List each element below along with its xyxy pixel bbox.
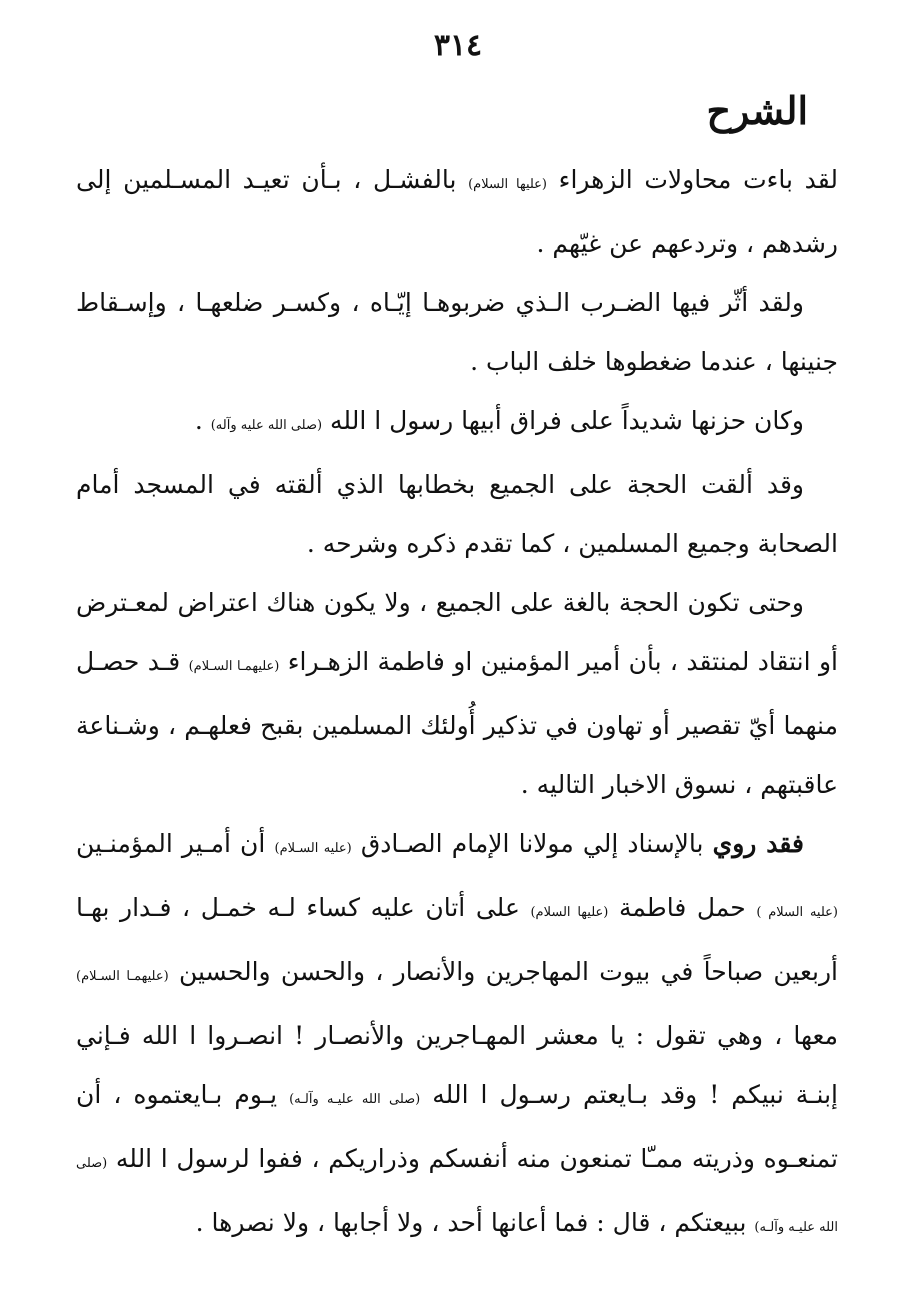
paragraph-text: قـد حصـل منهما أيّ تقصير أو تهاون في تذكير أُولئك المسلمين بقبح فعلهـم ، وشـناعة عاقبتهم ، نسوق الاخبار التاليه .: [76, 647, 838, 799]
paragraph-text: على أتان عليه كساء لـه خمـل ، فـدار بهـا أربعين صباحاً في بيوت المهاجرين والأنصار ، والحسن والحسين: [76, 893, 838, 986]
honorific-text: (صلى الله عليـه وآلـه): [76, 1156, 838, 1235]
honorific-text: (عليها السلام): [468, 177, 548, 192]
paragraph: [76, 573, 838, 814]
paragraph: [76, 273, 838, 391]
honorific-text: (عليه السلام ): [756, 905, 838, 920]
honorific-text: (عليهمـا السـلام): [76, 969, 169, 984]
paragraph-text: ببيعتكم ، قال : فما أعانها أحد ، ولا أجابها ، ولا نصرها .: [195, 1208, 755, 1237]
honorific-text: (صلى الله عليـه وآلـه): [289, 1092, 421, 1107]
paragraph-text: .: [194, 406, 211, 435]
honorific-text: (صلى الله عليه وآله): [210, 418, 323, 433]
paragraph-text: بالفشـل ، بـأن تعيـد المسـلمين إلى رشدهم ، وتردعهم عن غيّهم .: [76, 165, 838, 258]
paragraph: [76, 150, 838, 273]
honorific-text: (عليها السلام): [530, 905, 609, 920]
paragraph-text: وكان حزنها شديداً على فراق أبيها رسول ا الله: [322, 406, 804, 435]
paragraph-text: لقد باءت محاولات الزهراء: [547, 165, 838, 194]
paragraph-text: بالإسناد إلي مولانا الإمام الصـادق: [351, 829, 713, 858]
paragraph: [76, 455, 838, 573]
paragraph-text: أن أمـير المؤمنـين: [76, 829, 275, 858]
paragraph-text: حمل فاطمة: [608, 893, 757, 922]
section-heading: الشرح: [706, 88, 808, 133]
bold-lead-text: فقد روي: [712, 829, 804, 858]
page-number: ٣١٤: [433, 28, 483, 63]
paragraph-text: ولقد أثّر فيها الضـرب الـذي ضربوهـا إيّـاه ، وكسـر ضلعهـا ، وإسـقاط جنينها ، عندما ضغطوها خلف الباب .: [76, 288, 838, 376]
honorific-text: (عليه السـلام): [274, 841, 352, 856]
paragraph-text: وقد ألقت الحجة على الجميع بخطابها الذي ألقته في المسجد أمام الصحابة وجميع المسلمين ، كما تقدم ذكره وشرحه .: [76, 470, 838, 558]
body-text: [76, 150, 838, 1257]
paragraph: [76, 391, 838, 455]
paragraph-text: يـوم بـايعتموه ، أن تمنعـوه وذريته ممـّا تمنعون منه أنفسكم وذراريكم ، ففوا لرسول ا الله: [76, 1080, 838, 1173]
paragraph-text: وحتى تكون الحجة بالغة على الجميع ، ولا يكون هناك اعتراض لمعـترض أو انتقاد لمنتقد ، بأن أمير المؤمنين او فاطمة الزهـراء: [76, 588, 838, 676]
paragraph: [76, 814, 838, 1257]
paragraph-text: معها ، وهي تقول : يا معشر المهـاجرين والأنصـار ! انصـروا ا الله فـإني إبنـة نبيكم ! وقد بـايعتم رسـول ا الله: [76, 1021, 838, 1109]
honorific-text: (عليهمـا السـلام): [188, 659, 280, 674]
